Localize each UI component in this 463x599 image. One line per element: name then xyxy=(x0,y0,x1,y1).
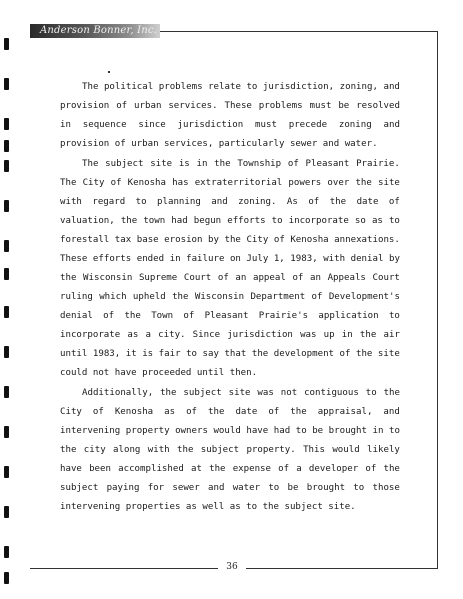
text-line: City of Kenosha as of the date of the appraisal, and xyxy=(60,407,400,417)
body-text xyxy=(60,78,400,518)
text-line: until 1983, it is fair to say that the development of the site xyxy=(60,349,400,359)
text-line: the city along with the subject property. This would likely xyxy=(60,445,400,455)
text-line: intervening property owners would have had to be brought in to xyxy=(60,426,400,436)
text-line: The City of Kenosha has extraterritorial powers over the site xyxy=(60,178,400,188)
binder-hole xyxy=(4,240,9,252)
binder-hole xyxy=(4,546,9,558)
text-line: provision of urban services, particularly sewer and water. xyxy=(60,139,378,149)
text-line: Additionally, the subject site was not contiguous to the xyxy=(82,388,400,398)
binder-hole xyxy=(4,268,9,280)
text-line: denial of the Town of Pleasant Prairie's application to xyxy=(60,311,400,321)
text-line: forestall tax base erosion by the City of Kenosha annexations. xyxy=(60,235,400,245)
letterhead-text: Anderson Bonner, Inc. xyxy=(40,25,158,36)
text-line: subject paying for sewer and water to be brought to those xyxy=(60,483,400,493)
binder-hole xyxy=(4,38,9,50)
binder-hole xyxy=(4,78,9,90)
binder-hole xyxy=(4,426,9,438)
text-line: The political problems relate to jurisdiction, zoning, and xyxy=(82,82,400,92)
binder-hole xyxy=(4,506,9,518)
binder-hole xyxy=(4,160,9,172)
text-line: in sequence since jurisdiction must precede zoning and xyxy=(60,120,400,130)
paragraph xyxy=(60,78,400,154)
text-line: intervening properties as well as to the subject site. xyxy=(60,502,356,512)
binder-hole xyxy=(4,386,9,398)
frame-right-rule xyxy=(437,31,438,568)
text-line: provision of urban services. These problems must be resolved xyxy=(60,101,400,111)
text-line: valuation, the town had begun efforts to incorporate so as to xyxy=(60,216,400,226)
text-line: could not have proceeded until then. xyxy=(60,368,258,378)
binder-hole xyxy=(4,346,9,358)
binder-hole xyxy=(4,140,9,152)
text-line: the Wisconsin Supreme Court of an appeal of an Appeals Court xyxy=(60,273,400,283)
binder-hole xyxy=(4,572,9,584)
text-line: have been accomplished at the expense of a developer of the xyxy=(60,464,400,474)
paragraph xyxy=(60,384,400,517)
text-line: with regard to planning and zoning. As of the date of xyxy=(60,197,400,207)
text-line: ruling which upheld the Wisconsin Department of Development's xyxy=(60,292,400,302)
frame-bottom-rule-right xyxy=(246,568,438,569)
binder-holes xyxy=(4,0,10,599)
text-line: incorporate as a city. Since jurisdiction was up in the air xyxy=(60,330,400,340)
binder-hole xyxy=(4,306,9,318)
page-number: 36 xyxy=(226,562,238,572)
binder-hole xyxy=(4,200,9,212)
frame-top-rule xyxy=(160,31,437,32)
stray-mark xyxy=(108,71,110,73)
text-line: These efforts ended in failure on July 1, 1983, with denial by xyxy=(60,254,400,264)
binder-hole xyxy=(4,118,9,130)
paragraph xyxy=(60,155,400,383)
text-line: The subject site is in the Township of Pleasant Prairie. xyxy=(82,159,400,169)
binder-hole xyxy=(4,466,9,478)
frame-bottom-rule-left xyxy=(30,568,218,569)
